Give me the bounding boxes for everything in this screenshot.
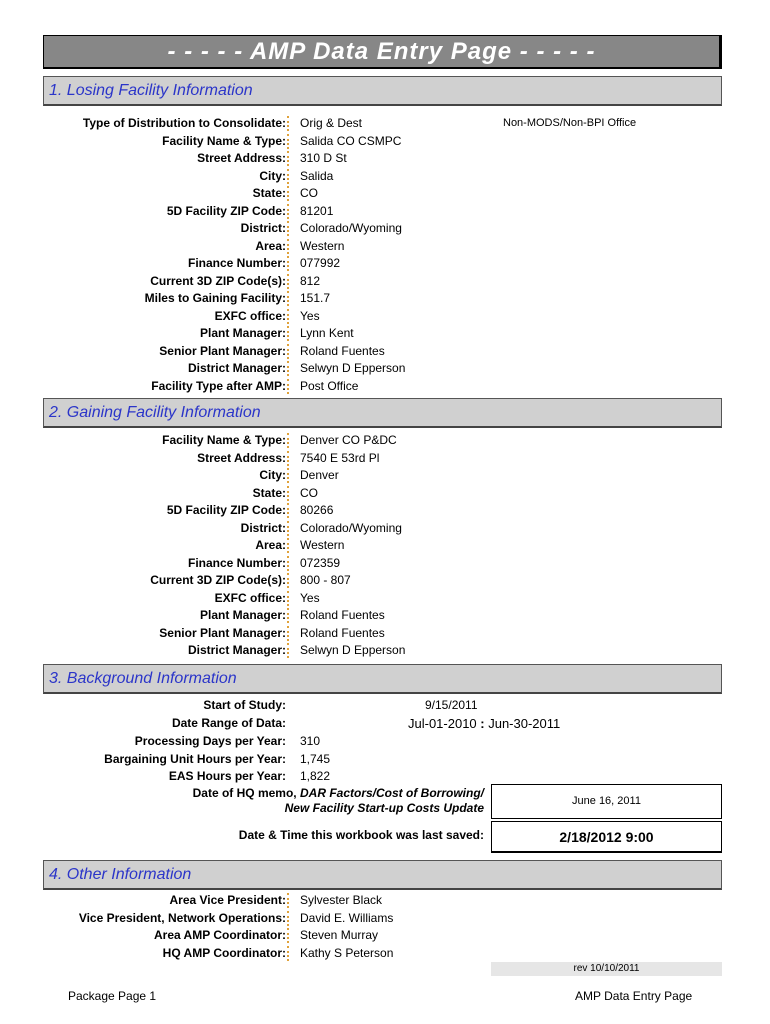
input-marker: [287, 591, 294, 606]
input-marker: [287, 608, 294, 623]
field-label: City:: [259, 168, 286, 183]
input-marker: [287, 573, 294, 588]
form-row: [0, 945, 770, 963]
background-hours-form: [0, 733, 770, 786]
footer-page-number: Package Page 1: [68, 989, 157, 1003]
input-marker: [287, 379, 294, 394]
form-row: [0, 360, 770, 378]
field-value[interactable]: 072359: [300, 555, 341, 570]
section-other-header: [43, 860, 722, 890]
date-range-label: Date Range of Data:: [171, 715, 286, 730]
input-marker: [287, 486, 294, 501]
input-marker: [287, 134, 294, 149]
hq-memo-label: [100, 786, 484, 816]
field-value[interactable]: Western: [300, 238, 345, 253]
input-marker: [287, 451, 294, 466]
field-value[interactable]: Denver: [300, 468, 339, 482]
date-range-from: Jul-01-2010: [408, 715, 477, 731]
input-marker: [287, 309, 294, 324]
form-row: [0, 343, 770, 361]
field-value[interactable]: Orig & Dest: [300, 116, 363, 130]
field-label: Senior Plant Manager:: [159, 625, 286, 640]
form-row: [0, 485, 770, 503]
input-marker: [287, 538, 294, 553]
field-value[interactable]: Post Office: [300, 378, 359, 393]
start-of-study-value[interactable]: 9/15/2011: [425, 698, 478, 712]
form-row: [0, 432, 770, 450]
input-marker: [287, 326, 294, 341]
field-value[interactable]: Colorado/Wyoming: [300, 221, 402, 235]
input-marker: [287, 893, 294, 908]
hq-memo-label-em: DAR Factors/Cost of Borrowing/: [299, 786, 484, 800]
footer-page-title: AMP Data Entry Page: [575, 989, 693, 1003]
field-value[interactable]: 151.7: [300, 291, 331, 305]
field-label: Area Vice President:: [169, 893, 286, 907]
section-background-title: 3. Background Information: [49, 670, 237, 687]
field-value[interactable]: 1,745: [300, 751, 331, 766]
input-marker: [287, 556, 294, 571]
form-row: [0, 467, 770, 485]
field-value[interactable]: 310 D St: [300, 151, 347, 165]
date-range-to: Jun-30-2011: [488, 715, 561, 731]
field-label: Area:: [255, 238, 286, 253]
field-value[interactable]: 81201: [300, 203, 334, 218]
hq-memo-value[interactable]: June 16, 2011: [491, 784, 722, 819]
field-label: Plant Manager:: [199, 326, 286, 340]
hq-memo-label-prefix: Date of HQ memo,: [192, 786, 300, 800]
field-value[interactable]: Steven Murray: [300, 928, 379, 942]
form-row: [0, 308, 770, 326]
field-value[interactable]: Roland Fuentes: [300, 608, 385, 622]
field-value[interactable]: Selwyn D Epperson: [300, 361, 406, 375]
form-row: [0, 625, 770, 643]
field-label: State:: [252, 485, 286, 500]
field-value[interactable]: Denver CO P&DC: [300, 433, 397, 447]
field-label: Facility Name & Type:: [162, 133, 286, 148]
form-row: [0, 450, 770, 468]
input-marker: [287, 291, 294, 306]
last-saved-value: 2/18/2012 9:00: [491, 821, 722, 853]
section-other-title: 4. Other Information: [49, 866, 192, 883]
field-value[interactable]: Yes: [300, 590, 320, 605]
field-label: 5D Facility ZIP Code:: [166, 503, 286, 517]
form-row: [0, 325, 770, 343]
form-row: [0, 185, 770, 203]
form-row: [0, 255, 770, 273]
field-value[interactable]: 80266: [300, 503, 334, 517]
field-label: HQ AMP Coordinator:: [162, 945, 286, 960]
input-marker: [287, 911, 294, 926]
form-row: [0, 892, 770, 910]
form-row: [0, 590, 770, 608]
input-marker: [287, 433, 294, 448]
field-value[interactable]: 7540 E 53rd Pl: [300, 450, 380, 465]
field-label: Plant Manager:: [199, 608, 286, 622]
page-banner: [43, 35, 722, 69]
input-marker: [287, 468, 294, 483]
field-label: Bargaining Unit Hours per Year:: [104, 751, 286, 766]
last-saved-label: Date & Time this workbook was last saved:: [238, 828, 484, 842]
form-row: [0, 910, 770, 928]
field-label: Current 3D ZIP Code(s):: [150, 273, 286, 288]
hq-memo-label-line2: New Facility Start-up Costs Update: [284, 801, 484, 815]
form-row: [0, 768, 770, 786]
field-value[interactable]: CO: [300, 186, 318, 200]
input-marker: [287, 361, 294, 376]
field-label: Finance Number:: [187, 256, 286, 270]
field-label: Street Address:: [197, 151, 286, 165]
field-label: City:: [259, 468, 286, 482]
field-value[interactable]: Salida: [300, 168, 334, 183]
form-row: [0, 238, 770, 256]
field-label: Processing Days per Year:: [134, 734, 286, 748]
field-value[interactable]: Selwyn D Epperson: [300, 643, 406, 657]
form-row: [0, 555, 770, 573]
form-row: [0, 927, 770, 945]
form-row: [0, 378, 770, 396]
field-value[interactable]: Roland Fuentes: [300, 343, 385, 358]
field-value[interactable]: Western: [300, 538, 345, 552]
input-marker: [287, 186, 294, 201]
input-marker: [287, 503, 294, 518]
date-range-value[interactable]: [408, 715, 560, 732]
form-row: [0, 520, 770, 538]
background-form: [0, 697, 770, 732]
field-value[interactable]: Colorado/Wyoming: [300, 520, 402, 535]
other-info-form: [0, 892, 770, 962]
section-gaining-title: 2. Gaining Facility Information: [49, 404, 261, 421]
field-value[interactable]: Yes: [300, 308, 320, 323]
field-label: District:: [240, 221, 286, 235]
input-marker: [287, 151, 294, 166]
start-of-study-label: Start of Study:: [203, 698, 286, 712]
date-range-separator: :: [476, 715, 489, 731]
field-value[interactable]: Sylvester Black: [300, 893, 383, 907]
field-value[interactable]: 1,822: [300, 769, 331, 783]
field-label: Senior Plant Manager:: [159, 343, 286, 358]
form-row: [0, 751, 770, 769]
field-value[interactable]: 812: [300, 273, 321, 288]
field-label: Street Address:: [197, 450, 286, 465]
field-value[interactable]: Kathy S Peterson: [300, 945, 394, 960]
section-losing-header: [43, 76, 722, 106]
form-row: [0, 168, 770, 186]
field-label: EXFC office:: [214, 590, 286, 605]
input-marker: [287, 643, 294, 658]
input-marker: [287, 928, 294, 943]
revision-label: rev 10/10/2011: [491, 962, 722, 976]
field-label: Facility Type after AMP:: [151, 378, 286, 393]
input-marker: [287, 116, 294, 131]
losing-facility-form: [0, 115, 770, 395]
input-marker: [287, 221, 294, 236]
field-label: 5D Facility ZIP Code:: [166, 203, 286, 218]
field-label: EXFC office:: [214, 308, 286, 323]
form-row: [0, 502, 770, 520]
field-label: Area:: [255, 538, 286, 552]
field-label: Facility Name & Type:: [162, 433, 286, 447]
field-value[interactable]: 800 - 807: [300, 573, 351, 587]
form-row: [0, 642, 770, 660]
form-row: [0, 220, 770, 238]
page-title: - - - - - AMP Data Entry Page - - - - -: [167, 38, 596, 65]
form-row: [0, 150, 770, 168]
input-marker: [287, 204, 294, 219]
input-marker: [287, 344, 294, 359]
form-row: [0, 115, 770, 133]
field-label: District Manager:: [187, 361, 286, 375]
input-marker: [287, 239, 294, 254]
input-marker: [287, 256, 294, 271]
office-type-note: Non-MODS/Non-BPI Office: [503, 117, 637, 129]
input-marker: [287, 521, 294, 536]
form-row: [0, 607, 770, 625]
field-value[interactable]: CO: [300, 485, 318, 500]
field-label: Area AMP Coordinator:: [153, 928, 286, 942]
field-value[interactable]: Lynn Kent: [300, 326, 354, 340]
input-marker: [287, 626, 294, 641]
field-label: State:: [252, 186, 286, 200]
gaining-facility-form: [0, 432, 770, 660]
field-label: Miles to Gaining Facility:: [144, 291, 286, 305]
field-label: Current 3D ZIP Code(s):: [150, 573, 286, 587]
field-value[interactable]: 077992: [300, 256, 341, 270]
section-gaining-header: [43, 398, 722, 428]
field-label: District:: [240, 520, 286, 535]
form-row: [0, 273, 770, 291]
input-marker: [287, 169, 294, 184]
input-marker: [287, 946, 294, 961]
field-value[interactable]: Roland Fuentes: [300, 625, 385, 640]
field-label: Type of Distribution to Consolidate:: [82, 116, 286, 130]
form-row: [0, 133, 770, 151]
form-row: [0, 572, 770, 590]
field-value[interactable]: 310: [300, 734, 321, 748]
field-label: Vice President, Network Operations:: [78, 910, 286, 925]
field-label: EAS Hours per Year:: [168, 769, 286, 783]
input-marker: [287, 274, 294, 289]
field-label: Finance Number:: [187, 555, 286, 570]
section-losing-title: 1. Losing Facility Information: [49, 82, 253, 99]
field-label: District Manager:: [187, 643, 286, 657]
form-row: [0, 537, 770, 555]
form-row: [0, 733, 770, 751]
field-value[interactable]: Salida CO CSMPC: [300, 133, 402, 148]
form-row: [0, 290, 770, 308]
form-row: [0, 203, 770, 221]
section-background-header: [43, 664, 722, 694]
field-value[interactable]: David E. Williams: [300, 910, 394, 925]
